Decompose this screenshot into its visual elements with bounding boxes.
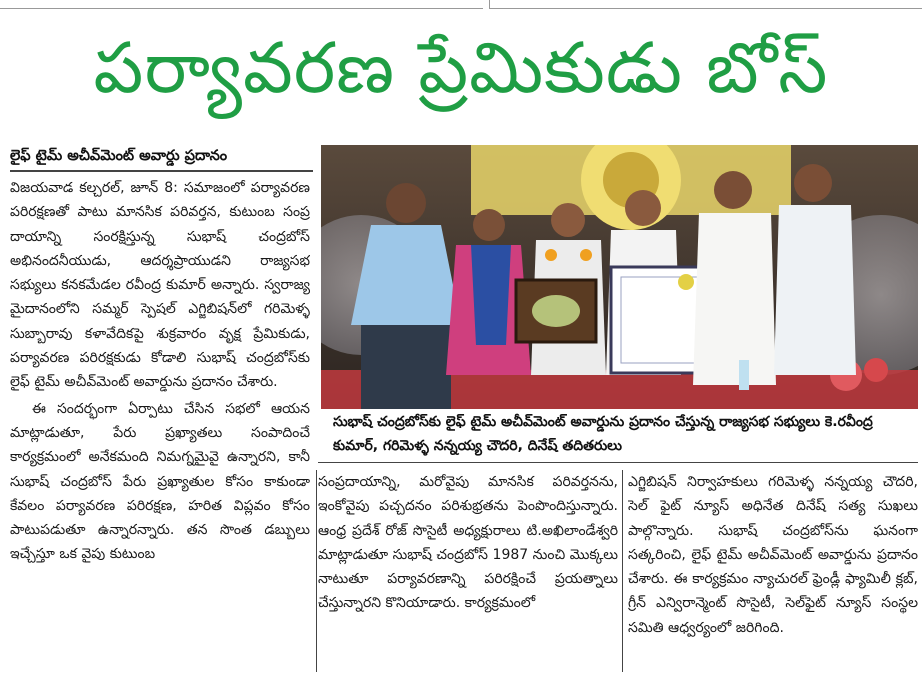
paragraph-1: విజయవాడ కల్చరల్, జూన్ 8: సమాజంలో పర్యావరణ పరిరక్షణతో పాటు మానసిక పరివర్తన, కుటుంబ సంప్ర దాయాన్ని సంరక్షిస్తున్న సుభాష్ చంద్రబోస్ అభినందనీయుడు, ఆదర్శప్రాయుడని రాజ్యసభ సభ్యులు కనకమేడల రవీంద్ర కుమార్ అన్నారు. స్వరాజ్య మైదానంలోని సమ్మర్ స్పెషల్ ఎగ్జిబిషన్‌లో గరిమెళ్ళ సుబ్బారావు కళావేదికపై శుక్రవారం వృక్ష ప్రేమికుడు, పర్యావరణ పరిరక్షకుడు కోడాలి సుభాష్ చంద్రబోస్‌కు లైఫ్ టైమ్ అచీవ్‌మెంట్ అవార్డును ప్రదానం చేశారు. xyxy=(10,180,310,391)
award-photo xyxy=(321,145,918,409)
article-column-3: ఎగ్జిబిషన్ నిర్వాహకులు గరిమెళ్ళ నన్నయ్య చౌదరి, సెల్ ఫైట్ న్యూస్ అధినేత దినేష్ సత్య సుఖలు పాల్గొన్నారు. సుభాష్ చంద్రబోస్‌ను ఘనంగా సత్కరించి, లైఫ్ టైమ్ అచీవ్‌మెంట్ అవార్డును ప్రదానం చేశారు. ఈ కార్యక్రమం న్యాచురల్ ఫ్రెండ్లీ ఫ్యామిలీ క్లబ్, గ్రీన్ ఎన్విరాన్మెంట్ సొసైటీ, సెల్‌ఫైట్ న్యూస్ సంస్థల సమితి ఆధ్వర్యంలో జరిగింది. xyxy=(628,474,918,636)
caption-rule xyxy=(318,462,918,463)
paragraph-2: ఈ సందర్భంగా ఏర్పాటు చేసిన సభలో ఆయన మాట్లాడుతూ, పేరు ప్రఖ్యాతలు సంపాదించే కార్యక్రమంలో అనేకమంది నిమగ్నమైవై ఉన్నారని, కానీ సుభాష్ చంద్రబోస్ పేరు ప్రఖ్యాతుల కోసం కాకుండా కేవలం పర్యావరణ పరిరక్షణ, హరిత విప్లవం కోసం పాటుపడుతూ ఉన్నారన్నారు. తన సొంత డబ్బులు ఇచ్చేస్తూ ఒక వైపు కుటుంబ xyxy=(10,400,310,563)
subheadline: లైఫ్ టైమ్ అచీవ్‌మెంట్ అవార్డు ప్రదానం xyxy=(10,148,228,164)
column-divider-1 xyxy=(316,470,317,672)
subheadline-rule xyxy=(10,170,313,172)
headline: పర్యావరణ ప్రేమికుడు బోస్ xyxy=(93,27,829,109)
column-divider-2 xyxy=(622,470,623,672)
article-column-1 xyxy=(10,176,310,672)
top-border-right xyxy=(489,0,922,9)
photo-caption: సుభాష్ చంద్రబోస్‌కు లైఫ్ టైమ్ అచీవ్‌మెంట్ అవార్డును ప్రదానం చేస్తున్న రాజ్యసభ సభ్యులు కె.రవీంద్ర కుమార్, గరిమెళ్ళ నన్నయ్య చౌదరి, దినేష్ తదితరులు xyxy=(333,414,873,454)
top-border-left xyxy=(0,0,483,9)
article-column-2: సంప్రదాయాన్ని, మరోవైపు మానసిక పరివర్తనను, ఇంకోవైపు పచ్చదనం పరిశుభ్రతను పెంపొందిస్తున్నారు. ఆంధ్ర ప్రదేశ్ రోజ్ సొసైటీ అధ్యక్షురాలు టి.అఖిలాండేశ్వరి మాట్లాడుతూ సుభాష్ చంద్రబోస్ 1987 నుంచి మొక్కలు నాటుతూ పర్యావరణాన్ని పరిరక్షించే ప్రయత్నాలు చేస్తున్నారని కొనియాడారు. కార్యక్రమంలో xyxy=(318,474,618,612)
